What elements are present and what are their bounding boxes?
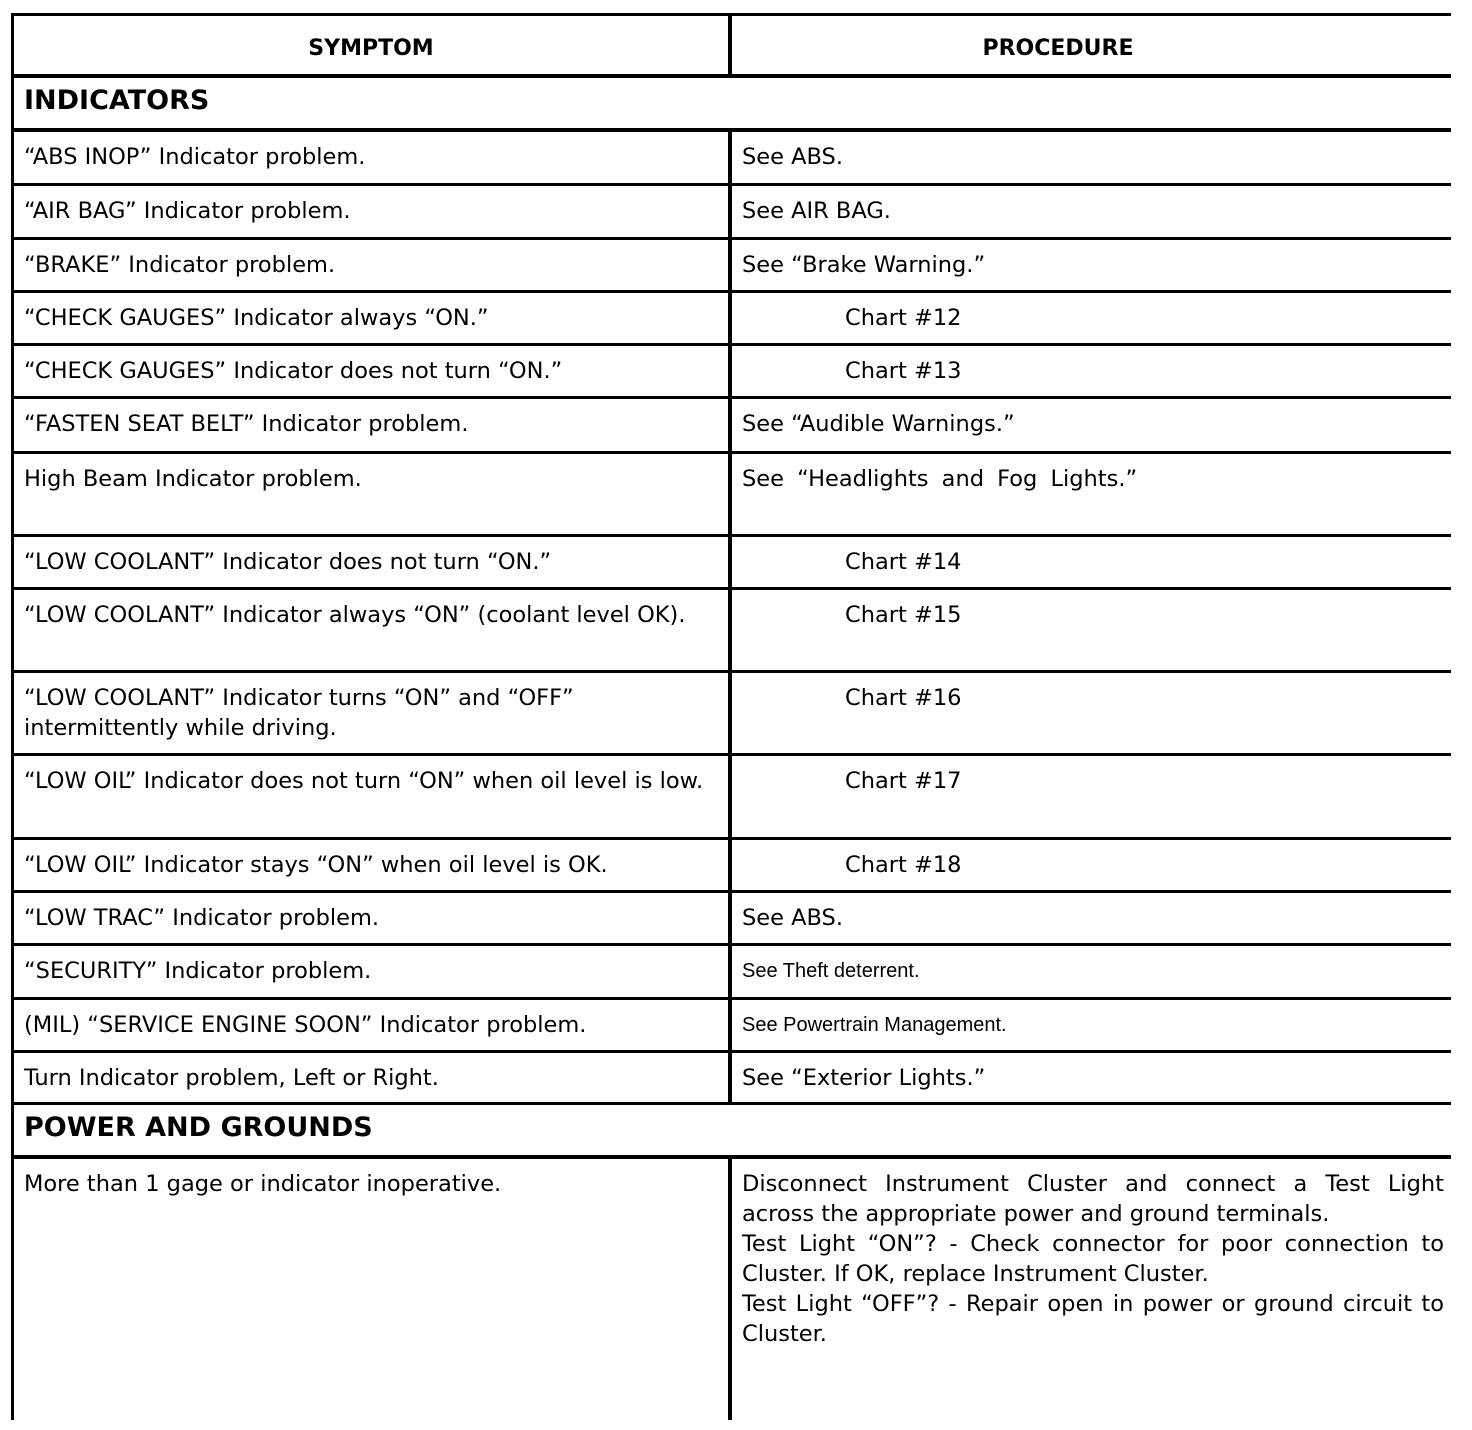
- symptom-cell: (MIL) “SERVICE ENGINE SOON” Indicator problem.: [14, 1000, 728, 1050]
- symptom-cell: “CHECK GAUGES” Indicator does not turn “ON.”: [14, 346, 728, 396]
- procedure-cell: See Theft deterrent.: [732, 946, 1454, 997]
- procedure-cell: See “Audible Warnings.”: [732, 399, 1454, 451]
- procedure-line: Disconnect Instrument Cluster and connect a Test Light across the appropriate power and ground terminals.: [742, 1171, 1444, 1227]
- symptom-cell: “LOW OIL” Indicator stays “ON” when oil level is OK.: [14, 840, 728, 890]
- procedure-line: Test Light “OFF”? - Repair open in power or ground circuit to Cluster.: [742, 1291, 1444, 1347]
- procedure-cell: Chart #12: [732, 293, 1454, 343]
- symptom-cell: “ABS INOP” Indicator problem.: [14, 132, 728, 183]
- procedure-cell: Chart #15: [732, 590, 1454, 670]
- symptom-cell: “FASTEN SEAT BELT” Indicator problem.: [14, 399, 728, 451]
- procedure-cell: See “Brake Warning.”: [732, 240, 1454, 290]
- procedure-cell: Chart #13: [732, 346, 1454, 396]
- procedure-cell: See “Headlights and Fog Lights.”: [732, 454, 1454, 534]
- section-title-indicators: INDICATORS: [14, 78, 1454, 128]
- symptom-cell: “SECURITY” Indicator problem.: [14, 946, 728, 997]
- symptom-cell: “LOW COOLANT” Indicator does not turn “ON.”: [14, 537, 728, 587]
- procedure-cell: [732, 1159, 1454, 1426]
- procedure-cell: See Powertrain Management.: [732, 1000, 1454, 1050]
- symptom-cell: “LOW COOLANT” Indicator turns “ON” and “OFF” intermittently while driving.: [14, 673, 728, 753]
- procedure-cell: See “Exterior Lights.”: [732, 1053, 1454, 1102]
- procedure-line: Test Light “ON”? - Check connector for poor connection to Cluster. If OK, replace Instrument Cluster.: [742, 1231, 1444, 1287]
- procedure-cell: See ABS.: [732, 893, 1454, 943]
- section-title-power-and-grounds: POWER AND GROUNDS: [14, 1105, 1454, 1155]
- procedure-cell: Chart #14: [732, 537, 1454, 587]
- column-header-procedure: PROCEDURE: [732, 16, 1454, 74]
- symptom-cell: “AIR BAG” Indicator problem.: [14, 186, 728, 237]
- symptom-procedure-table: [11, 13, 1451, 1420]
- procedure-cell: Chart #18: [732, 840, 1454, 890]
- procedure-cell: Chart #17: [732, 756, 1454, 837]
- procedure-cell: Chart #16: [732, 673, 1454, 753]
- symptom-cell: “CHECK GAUGES” Indicator always “ON.”: [14, 293, 728, 343]
- symptom-cell: “LOW TRAC” Indicator problem.: [14, 893, 728, 943]
- procedure-cell: See AIR BAG.: [732, 186, 1454, 237]
- symptom-cell: Turn Indicator problem, Left or Right.: [14, 1053, 728, 1102]
- symptom-cell: “LOW OIL” Indicator does not turn “ON” when oil level is low.: [14, 756, 728, 837]
- symptom-cell: More than 1 gage or indicator inoperative.: [14, 1159, 728, 1426]
- symptom-cell: “BRAKE” Indicator problem.: [14, 240, 728, 290]
- column-header-symptom: SYMPTOM: [14, 16, 728, 74]
- symptom-cell: “LOW COOLANT” Indicator always “ON” (coolant level OK).: [14, 590, 728, 670]
- procedure-cell: See ABS.: [732, 132, 1454, 183]
- symptom-cell: High Beam Indicator problem.: [14, 454, 728, 534]
